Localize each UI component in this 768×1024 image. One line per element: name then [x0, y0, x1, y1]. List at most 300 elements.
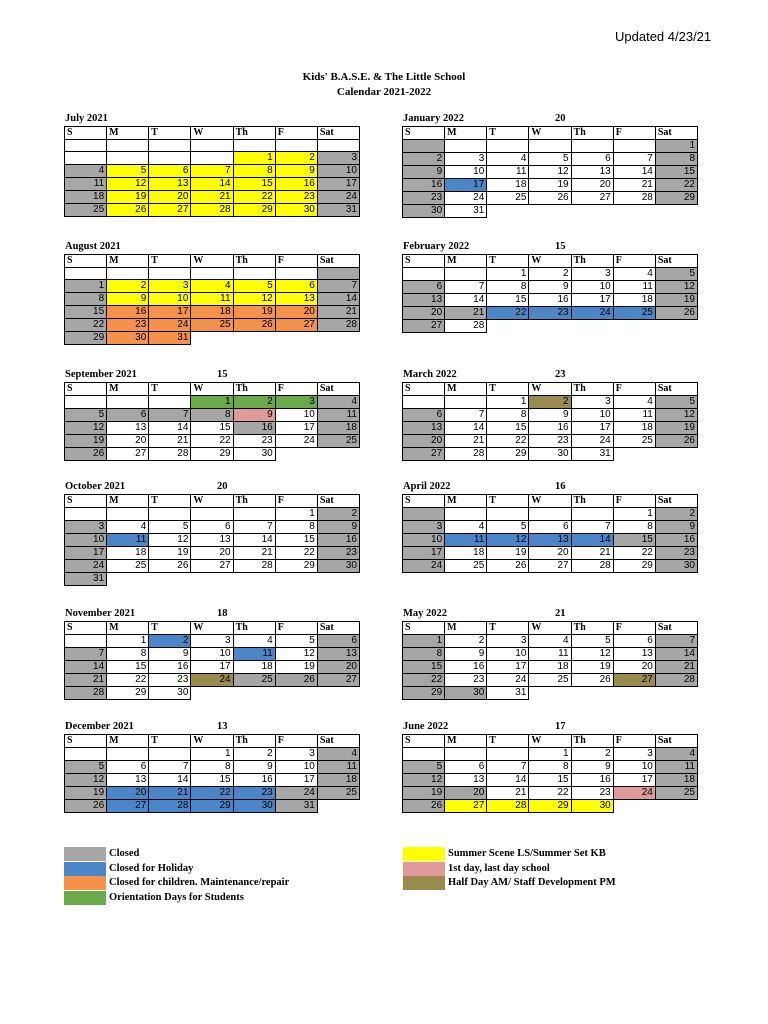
day-cell: 4 [613, 268, 655, 281]
week-row [65, 191, 360, 204]
day-cell: 15 [487, 422, 529, 435]
day-cell: 25 [317, 435, 359, 448]
day-header: Th [571, 127, 613, 140]
week-row [65, 787, 360, 800]
day-cell [191, 508, 233, 521]
day-header: T [487, 383, 529, 396]
month-calendar [64, 112, 360, 217]
day-header: Sat [655, 495, 697, 508]
day-cell [403, 748, 445, 761]
month-calendar [402, 607, 698, 700]
day-cell [613, 140, 655, 153]
day-header: W [191, 622, 233, 635]
week-row [65, 293, 360, 306]
day-cell: 18 [529, 661, 571, 674]
month-name: June 2022 [403, 721, 449, 732]
day-cell: 20 [529, 547, 571, 560]
day-cell: 11 [107, 534, 149, 547]
day-cell: 22 [107, 674, 149, 687]
day-cell: 16 [233, 422, 275, 435]
day-cell: 10 [487, 648, 529, 661]
day-header: Th [571, 383, 613, 396]
day-cell: 6 [191, 521, 233, 534]
week-row [403, 547, 698, 560]
school-day-count: 17 [555, 721, 566, 732]
empty-cell [233, 573, 275, 586]
day-cell: 7 [65, 648, 107, 661]
day-cell: 17 [65, 547, 107, 560]
month-calendar [402, 720, 698, 813]
day-header: Sat [317, 622, 359, 635]
day-cell [149, 152, 191, 165]
day-cell: 21 [445, 307, 487, 320]
week-row [403, 761, 698, 774]
day-header: Th [233, 495, 275, 508]
week-row [403, 307, 698, 320]
day-header: S [403, 735, 445, 748]
day-cell: 1 [107, 635, 149, 648]
day-header: S [65, 495, 107, 508]
day-cell [191, 140, 233, 152]
day-cell: 11 [233, 648, 275, 661]
day-header: Sat [317, 495, 359, 508]
day-cell: 9 [233, 761, 275, 774]
day-cell: 27 [571, 192, 613, 205]
empty-cell [317, 448, 359, 461]
week-row [65, 635, 360, 648]
legend-label: Closed for Holiday [109, 862, 194, 874]
day-cell: 1 [65, 280, 107, 293]
day-cell: 23 [275, 191, 317, 204]
day-cell: 12 [65, 422, 107, 435]
day-cell: 16 [233, 774, 275, 787]
day-cell: 30 [655, 560, 697, 573]
day-cell: 9 [233, 409, 275, 422]
day-cell: 1 [487, 396, 529, 409]
day-cell: 1 [233, 152, 275, 165]
day-cell: 1 [191, 396, 233, 409]
day-cell: 28 [613, 192, 655, 205]
week-row [65, 268, 360, 280]
day-header: Th [233, 383, 275, 396]
week-row [403, 409, 698, 422]
day-cell: 7 [445, 281, 487, 294]
day-header: F [613, 127, 655, 140]
day-cell [65, 635, 107, 648]
month-calendar [64, 720, 360, 813]
week-row [65, 534, 360, 547]
day-cell: 2 [571, 748, 613, 761]
day-cell: 8 [655, 153, 697, 166]
day-cell: 17 [275, 774, 317, 787]
school-day-count: 20 [217, 481, 228, 492]
day-cell: 4 [65, 165, 107, 178]
legend-swatch [64, 862, 106, 876]
day-cell: 6 [445, 761, 487, 774]
day-cell: 24 [65, 560, 107, 573]
day-cell [403, 140, 445, 153]
day-cell: 9 [403, 166, 445, 179]
day-cell: 26 [65, 448, 107, 461]
day-cell: 4 [191, 280, 233, 293]
day-cell: 20 [445, 787, 487, 800]
school-day-count: 18 [217, 608, 228, 619]
day-cell: 6 [529, 521, 571, 534]
day-cell: 3 [275, 748, 317, 761]
day-header: W [529, 127, 571, 140]
day-cell: 18 [613, 422, 655, 435]
day-cell: 18 [233, 661, 275, 674]
month-name: August 2021 [65, 241, 121, 252]
week-row [65, 661, 360, 674]
empty-cell [233, 687, 275, 700]
day-cell: 25 [191, 319, 233, 332]
day-cell: 13 [191, 534, 233, 547]
month-name: October 2021 [65, 481, 126, 492]
day-cell: 5 [107, 165, 149, 178]
day-cell: 3 [403, 521, 445, 534]
day-header: F [613, 495, 655, 508]
month-name: March 2022 [403, 369, 457, 380]
week-row [65, 165, 360, 178]
day-cell: 14 [317, 293, 359, 306]
month-table [402, 126, 698, 218]
day-cell: 12 [529, 166, 571, 179]
week-row [65, 547, 360, 560]
day-cell: 14 [613, 166, 655, 179]
day-cell: 1 [191, 748, 233, 761]
day-cell: 16 [149, 661, 191, 674]
month-calendar [64, 368, 360, 461]
week-row [65, 508, 360, 521]
month-name: July 2021 [65, 113, 108, 124]
day-cell: 22 [403, 674, 445, 687]
week-row [65, 435, 360, 448]
school-day-count: 20 [555, 113, 566, 124]
week-row [403, 205, 698, 218]
legend-swatch [64, 876, 106, 890]
day-cell [403, 268, 445, 281]
day-cell: 13 [107, 422, 149, 435]
month-calendar [64, 480, 360, 586]
day-cell: 25 [317, 787, 359, 800]
day-cell [275, 140, 317, 152]
legend-label: Orientation Days for Students [109, 891, 244, 903]
day-cell: 10 [191, 648, 233, 661]
day-cell: 2 [149, 635, 191, 648]
day-cell: 17 [275, 422, 317, 435]
day-header: W [529, 383, 571, 396]
day-cell: 18 [107, 547, 149, 560]
day-cell: 28 [317, 319, 359, 332]
day-cell: 23 [317, 547, 359, 560]
day-cell: 13 [529, 534, 571, 547]
day-cell: 15 [403, 661, 445, 674]
day-cell: 7 [233, 521, 275, 534]
month-calendar [402, 480, 698, 573]
day-cell: 28 [487, 800, 529, 813]
day-cell [107, 152, 149, 165]
day-header: T [487, 255, 529, 268]
day-cell: 23 [107, 319, 149, 332]
month-name: November 2021 [65, 608, 136, 619]
day-cell: 3 [191, 635, 233, 648]
month-header [402, 720, 698, 734]
day-header: Th [233, 127, 275, 140]
day-cell: 28 [233, 560, 275, 573]
day-cell: 22 [233, 191, 275, 204]
day-cell: 29 [191, 800, 233, 813]
legend-swatch [403, 876, 445, 890]
day-cell: 4 [107, 521, 149, 534]
day-cell: 11 [65, 178, 107, 191]
day-cell: 3 [65, 521, 107, 534]
day-cell: 25 [107, 560, 149, 573]
day-cell: 6 [403, 281, 445, 294]
day-cell: 25 [487, 192, 529, 205]
day-cell [487, 748, 529, 761]
day-cell: 13 [149, 178, 191, 191]
day-cell: 26 [65, 800, 107, 813]
day-cell [233, 140, 275, 152]
day-cell [233, 508, 275, 521]
day-cell: 16 [403, 179, 445, 192]
day-cell: 10 [149, 293, 191, 306]
day-cell: 8 [233, 165, 275, 178]
day-cell [445, 508, 487, 521]
day-cell: 30 [403, 205, 445, 218]
day-header: S [403, 383, 445, 396]
week-row [65, 674, 360, 687]
month-calendar [64, 607, 360, 700]
day-cell [233, 268, 275, 280]
day-cell: 14 [191, 178, 233, 191]
day-cell: 21 [233, 547, 275, 560]
day-cell: 21 [655, 661, 697, 674]
empty-cell [655, 687, 697, 700]
day-cell: 4 [445, 521, 487, 534]
day-cell: 3 [571, 396, 613, 409]
day-cell: 25 [655, 787, 697, 800]
week-row [65, 178, 360, 191]
day-cell: 1 [529, 748, 571, 761]
day-cell: 22 [487, 307, 529, 320]
week-row [403, 179, 698, 192]
week-row [65, 396, 360, 409]
day-header: T [149, 622, 191, 635]
day-cell: 24 [275, 787, 317, 800]
day-cell: 24 [149, 319, 191, 332]
month-name: February 2022 [403, 241, 470, 252]
week-row [65, 306, 360, 319]
day-cell: 24 [191, 674, 233, 687]
month-table [64, 621, 360, 700]
day-cell: 17 [445, 179, 487, 192]
day-cell: 15 [65, 306, 107, 319]
day-cell: 14 [655, 648, 697, 661]
empty-cell [487, 205, 529, 218]
empty-cell [655, 205, 697, 218]
day-header: T [149, 735, 191, 748]
day-cell: 18 [613, 294, 655, 307]
day-cell: 2 [233, 748, 275, 761]
week-row [65, 648, 360, 661]
week-row [65, 152, 360, 165]
day-cell: 19 [529, 179, 571, 192]
day-cell: 15 [191, 422, 233, 435]
day-cell: 20 [571, 179, 613, 192]
day-cell: 25 [613, 435, 655, 448]
day-cell: 16 [529, 422, 571, 435]
month-name: September 2021 [65, 369, 137, 380]
day-cell: 23 [529, 435, 571, 448]
day-cell: 17 [149, 306, 191, 319]
month-header [64, 480, 360, 494]
day-header: Th [571, 495, 613, 508]
day-header: T [149, 255, 191, 268]
week-row [403, 787, 698, 800]
day-cell: 20 [191, 547, 233, 560]
day-cell: 21 [317, 306, 359, 319]
day-cell [487, 140, 529, 153]
week-row [403, 192, 698, 205]
day-cell: 18 [445, 547, 487, 560]
day-header: F [275, 495, 317, 508]
day-cell: 12 [65, 774, 107, 787]
day-cell: 26 [529, 192, 571, 205]
month-table [64, 382, 360, 461]
day-cell: 11 [655, 761, 697, 774]
day-cell: 30 [149, 687, 191, 700]
day-cell: 25 [529, 674, 571, 687]
empty-cell [275, 687, 317, 700]
day-cell: 8 [65, 293, 107, 306]
day-cell: 15 [655, 166, 697, 179]
empty-cell [613, 205, 655, 218]
day-cell: 10 [275, 409, 317, 422]
day-cell: 8 [529, 761, 571, 774]
day-cell: 2 [445, 635, 487, 648]
week-row [403, 687, 698, 700]
day-header: S [65, 735, 107, 748]
day-cell [149, 140, 191, 152]
day-cell: 21 [445, 435, 487, 448]
empty-cell [317, 687, 359, 700]
month-header [402, 607, 698, 621]
day-cell: 17 [571, 294, 613, 307]
day-cell: 13 [107, 774, 149, 787]
day-cell: 2 [107, 280, 149, 293]
day-header: F [275, 255, 317, 268]
day-cell: 6 [275, 280, 317, 293]
day-header: T [487, 127, 529, 140]
day-cell: 28 [191, 204, 233, 217]
day-cell: 8 [191, 409, 233, 422]
day-cell: 16 [107, 306, 149, 319]
school-day-count: 16 [555, 481, 566, 492]
day-cell: 27 [445, 800, 487, 813]
empty-cell [655, 800, 697, 813]
day-cell: 27 [149, 204, 191, 217]
day-cell: 9 [655, 521, 697, 534]
day-cell: 19 [233, 306, 275, 319]
day-cell: 12 [487, 534, 529, 547]
month-calendar [402, 240, 698, 333]
empty-cell [275, 448, 317, 461]
day-header: F [275, 735, 317, 748]
school-day-count: 21 [555, 608, 566, 619]
day-cell [65, 748, 107, 761]
day-cell: 14 [149, 422, 191, 435]
day-cell: 27 [275, 319, 317, 332]
week-row [403, 435, 698, 448]
week-row [403, 448, 698, 461]
day-header: M [107, 127, 149, 140]
day-header: F [613, 383, 655, 396]
day-cell: 11 [317, 409, 359, 422]
day-cell: 5 [233, 280, 275, 293]
day-cell: 2 [655, 508, 697, 521]
month-table [402, 254, 698, 333]
day-cell: 16 [445, 661, 487, 674]
day-cell: 19 [275, 661, 317, 674]
month-name: May 2022 [403, 608, 448, 619]
day-header: F [275, 622, 317, 635]
day-header: W [529, 735, 571, 748]
week-row [65, 448, 360, 461]
school-name: Kids' B.A.S.E. & The Little School [302, 71, 466, 83]
day-cell: 26 [403, 800, 445, 813]
day-cell: 24 [613, 787, 655, 800]
day-cell: 20 [613, 661, 655, 674]
empty-cell [487, 320, 529, 333]
day-cell: 19 [655, 422, 697, 435]
day-cell: 27 [529, 560, 571, 573]
day-cell: 4 [655, 748, 697, 761]
week-row [65, 280, 360, 293]
day-cell: 22 [275, 547, 317, 560]
day-cell: 16 [571, 774, 613, 787]
day-header: Sat [317, 383, 359, 396]
day-header: Sat [317, 735, 359, 748]
day-header: F [275, 127, 317, 140]
empty-cell [571, 687, 613, 700]
week-row [65, 761, 360, 774]
empty-cell [275, 573, 317, 586]
school-day-count: 23 [555, 369, 566, 380]
day-cell: 30 [529, 448, 571, 461]
day-header: Sat [317, 127, 359, 140]
day-cell: 19 [487, 547, 529, 560]
day-cell: 5 [149, 521, 191, 534]
day-cell: 27 [191, 560, 233, 573]
day-cell: 8 [275, 521, 317, 534]
day-cell: 15 [191, 774, 233, 787]
week-row [403, 521, 698, 534]
day-cell: 10 [403, 534, 445, 547]
day-cell: 26 [571, 674, 613, 687]
day-cell: 28 [149, 800, 191, 813]
day-cell: 20 [275, 306, 317, 319]
day-cell [487, 508, 529, 521]
day-cell: 21 [149, 787, 191, 800]
day-cell: 2 [317, 508, 359, 521]
legend-swatch [64, 847, 106, 861]
day-cell [571, 508, 613, 521]
day-cell: 21 [613, 179, 655, 192]
day-cell: 30 [445, 687, 487, 700]
day-cell: 23 [529, 307, 571, 320]
